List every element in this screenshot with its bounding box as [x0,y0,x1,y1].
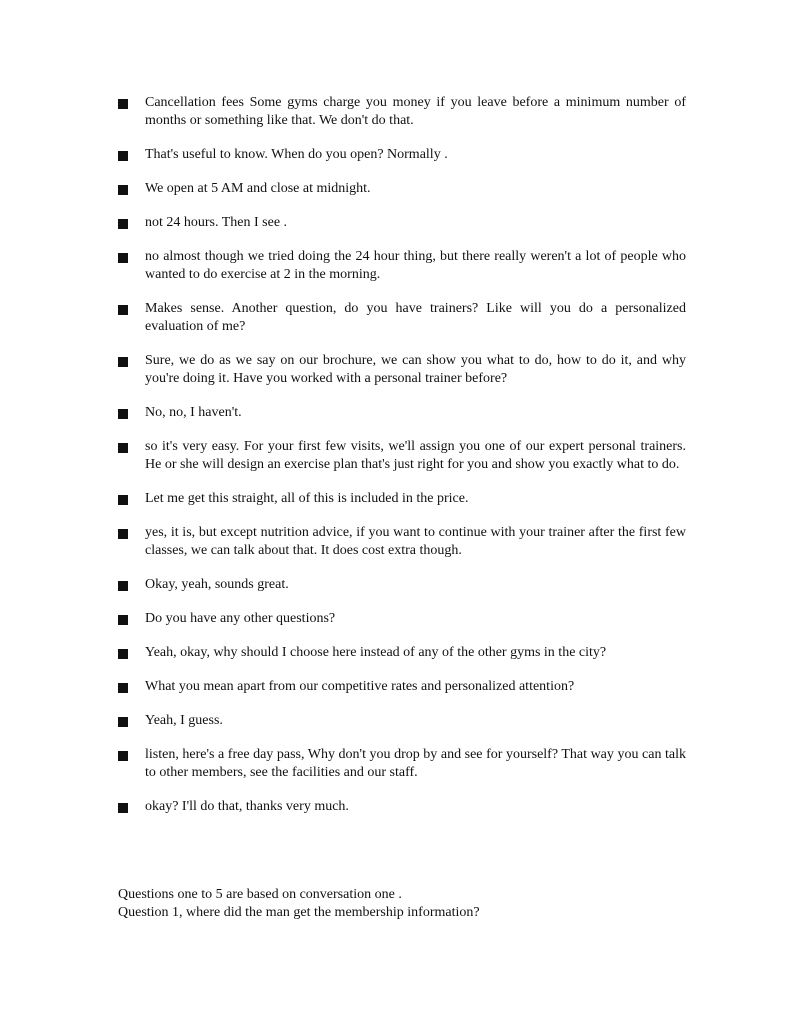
questions-intro: Questions one to 5 are based on conversation one . [118,887,402,902]
dialogue-line: Do you have any other questions? [145,611,336,626]
list-item [118,490,686,508]
dialogue-line: No, no, I haven't. [145,405,242,420]
square-bullet-icon [118,253,128,263]
square-bullet-icon [118,185,128,195]
list-item [118,438,686,474]
dialogue-line: listen, here's a free day pass, Why don't you drop by and see for yourself? That way you can talk to other members, see the facilities and our staff. [145,747,686,780]
list-item [118,352,686,388]
dialogue-line: Yeah, okay, why should I choose here instead of any of the other gyms in the city? [145,645,607,660]
dialogue-line: Sure, we do as we say on our brochure, we can show you what to do, how to do it, and why you're doing it. Have you worked with a personal trainer before? [145,353,686,386]
square-bullet-icon [118,803,128,813]
list-item [118,678,686,696]
dialogue-list [118,94,686,832]
list-item [118,712,686,730]
list-item [118,248,686,284]
square-bullet-icon [118,99,128,109]
square-bullet-icon [118,649,128,659]
list-item [118,180,686,198]
dialogue-line: yes, it is, but except nutrition advice, if you want to continue with your trainer after the first few classes, we can talk about that. It does cost extra though. [145,525,686,558]
list-item [118,576,686,594]
dialogue-line: Yeah, I guess. [145,713,223,728]
square-bullet-icon [118,615,128,625]
questions-section [118,886,718,922]
dialogue-line: We open at 5 AM and close at midnight. [145,181,371,196]
square-bullet-icon [118,717,128,727]
square-bullet-icon [118,357,128,367]
square-bullet-icon [118,409,128,419]
list-item [118,524,686,560]
list-item [118,300,686,336]
square-bullet-icon [118,495,128,505]
dialogue-line: okay? I'll do that, thanks very much. [145,799,349,814]
square-bullet-icon [118,529,128,539]
square-bullet-icon [118,581,128,591]
dialogue-line: Let me get this straight, all of this is included in the price. [145,491,469,506]
square-bullet-icon [118,751,128,761]
dialogue-line: Cancellation fees Some gyms charge you money if you leave before a minimum number of months or something like that. We don't do that. [145,95,686,128]
square-bullet-icon [118,683,128,693]
list-item [118,94,686,130]
dialogue-line: That's useful to know. When do you open? Normally . [145,147,448,162]
list-item [118,746,686,782]
square-bullet-icon [118,219,128,229]
list-item [118,214,686,232]
dialogue-line: Makes sense. Another question, do you have trainers? Like will you do a personalized evaluation of me? [145,301,686,334]
square-bullet-icon [118,443,128,453]
list-item [118,610,686,628]
dialogue-line: not 24 hours. Then I see . [145,215,288,230]
question-1: Question 1, where did the man get the membership information? [118,905,480,920]
dialogue-line: no almost though we tried doing the 24 hour thing, but there really weren't a lot of people who wanted to do exercise at 2 in the morning. [145,249,686,282]
list-item [118,404,686,422]
list-item [118,146,686,164]
list-item [118,644,686,662]
dialogue-line: What you mean apart from our competitive rates and personalized attention? [145,679,575,694]
list-item [118,798,686,816]
dialogue-line: Okay, yeah, sounds great. [145,577,289,592]
dialogue-line: so it's very easy. For your first few visits, we'll assign you one of our expert personal trainers. He or she will design an exercise plan that's just right for you and show you exactly what to do. [145,439,686,472]
square-bullet-icon [118,151,128,161]
square-bullet-icon [118,305,128,315]
